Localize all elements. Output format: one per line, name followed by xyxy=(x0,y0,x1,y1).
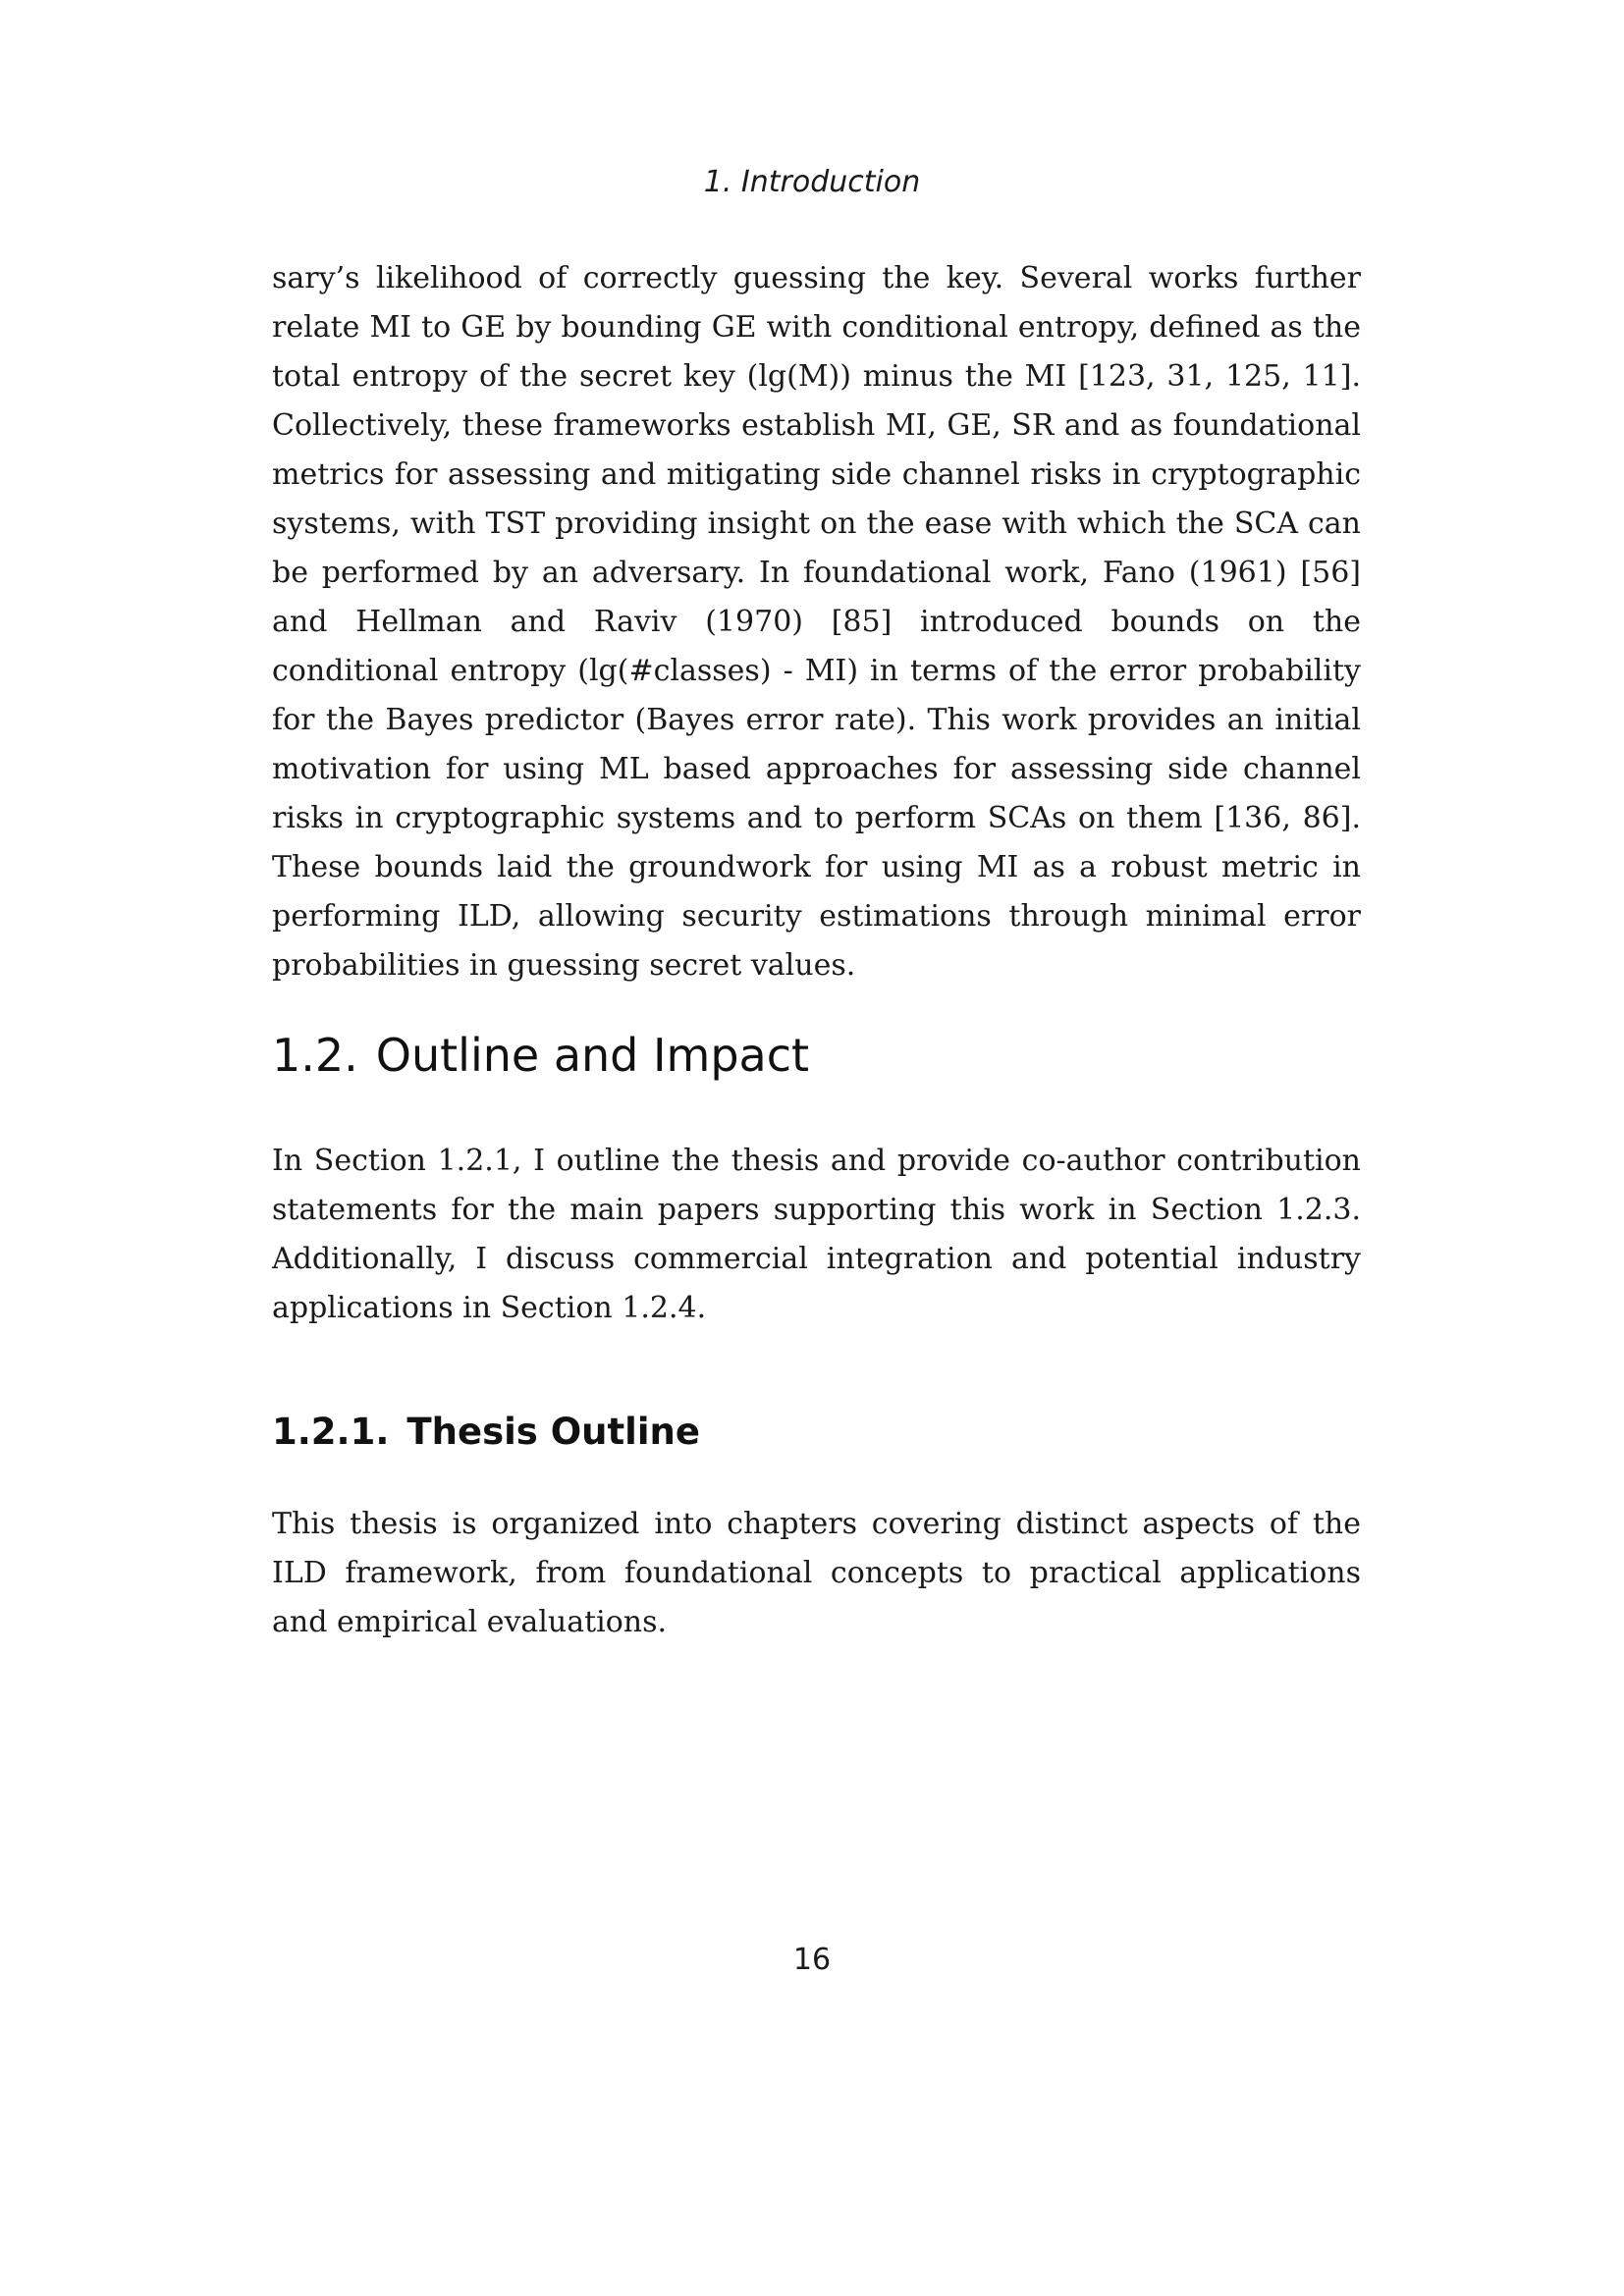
subsection-title: Thesis Outline xyxy=(406,1411,700,1453)
paragraph-outline: In Section 1.2.1, I outline the thesis and provide co-author contribution statements for the main papers supporting this work in Section 1.2.3. Additionally, I discuss commercial integration and potential industry applications in Section 1.2.4. xyxy=(272,1144,1361,1325)
page-number: 16 xyxy=(792,1943,832,1977)
paragraph-thesis-outline: This thesis is organized into chapters covering distinct aspects of the ILD framework, from foundational concepts to practical applications and empirical evaluations. xyxy=(272,1507,1361,1639)
section-number: 1.2. xyxy=(272,1029,358,1082)
section-heading xyxy=(272,1026,1361,1085)
subsection-heading xyxy=(272,1408,1361,1457)
subsection-number: 1.2.1. xyxy=(272,1411,390,1453)
section-title: Outline and Impact xyxy=(375,1029,810,1082)
paragraph-intro: sary’s likelihood of correctly guessing the key. Several works further relate MI to GE by bounding GE with conditional entropy, defined as the total entropy of the secret key (lg(M)) minus the MI [123, 31, 125, 11]. Collectively, these frameworks establish MI, GE, SR and as foundational metrics for assessing and mitigating side channel risks in cryptographic systems, with TST providing insight on the ease with which the SCA can be performed by an adversary. In foundational work, Fano (1961) [56] and Hellman and Raviv (1970) [85] introduced bounds on the conditional entropy (lg(#classes) - MI) in terms of the error probability for the Bayes predictor (Bayes error rate). This work provides an initial motivation for using ML based approaches for assessing side channel risks in cryptographic systems and to perform SCAs on them [136, 86]. These bounds laid the groundwork for using MI as a robust metric in performing ILD, allowing security estimations through minimal error probabilities in guessing secret values. xyxy=(272,261,1361,983)
running-header: 1. Introduction xyxy=(703,165,921,199)
